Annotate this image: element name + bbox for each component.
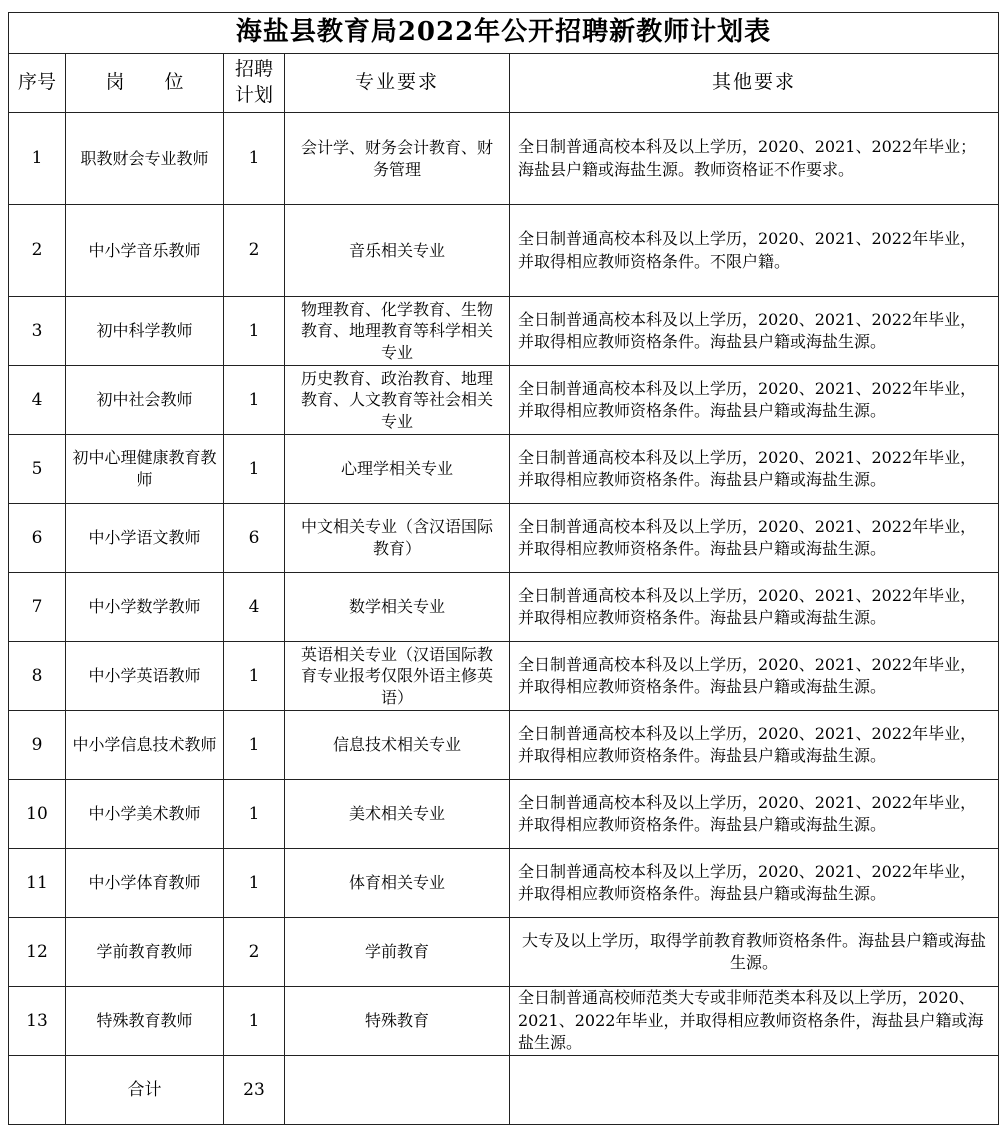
cell-major: 特殊教育 <box>285 987 510 1056</box>
cell-major: 音乐相关专业 <box>285 205 510 297</box>
table-title: 海盐县教育局2022年公开招聘新教师计划表 <box>9 13 999 54</box>
recruitment-plan-table <box>8 12 999 1125</box>
cell-other: 全日制普通高校本科及以上学历，2020、2021、2022年毕业，并取得相应教师资格条件。海盐县户籍或海盐生源。 <box>510 366 999 435</box>
cell-position: 中小学数学教师 <box>66 573 224 642</box>
table-row <box>9 987 999 1056</box>
cell-count: 1 <box>224 297 285 366</box>
table-row <box>9 366 999 435</box>
cell-major: 中文相关专业（含汉语国际教育） <box>285 504 510 573</box>
cell-position: 中小学体育教师 <box>66 849 224 918</box>
cell-position: 中小学信息技术教师 <box>66 711 224 780</box>
cell-seq: 7 <box>9 573 66 642</box>
cell-other: 全日制普通高校师范类大专或非师范类本科及以上学历，2020、2021、2022年毕业，并取得相应教师资格条件，海盐县户籍或海盐生源。 <box>510 987 999 1056</box>
cell-other: 全日制普通高校本科及以上学历，2020、2021、2022年毕业，并取得相应教师资格条件。海盐县户籍或海盐生源。 <box>510 504 999 573</box>
cell-other: 全日制普通高校本科及以上学历，2020、2021、2022年毕业，并取得相应教师资格条件。海盐县户籍或海盐生源。 <box>510 435 999 504</box>
cell-seq: 2 <box>9 205 66 297</box>
total-count: 23 <box>224 1056 285 1125</box>
header-position <box>66 54 224 113</box>
cell-seq: 11 <box>9 849 66 918</box>
cell-seq: 12 <box>9 918 66 987</box>
cell-other: 全日制普通高校本科及以上学历，2020、2021、2022年毕业，并取得相应教师资格条件。海盐县户籍或海盐生源。 <box>510 642 999 711</box>
cell-seq: 3 <box>9 297 66 366</box>
cell-count: 6 <box>224 504 285 573</box>
cell-other: 全日制普通高校本科及以上学历，2020、2021、2022年毕业，并取得相应教师资格条件。海盐县户籍或海盐生源。 <box>510 297 999 366</box>
table-row <box>9 711 999 780</box>
cell-major: 美术相关专业 <box>285 780 510 849</box>
cell-major: 学前教育 <box>285 918 510 987</box>
cell-other: 全日制普通高校本科及以上学历，2020、2021、2022年毕业，并取得相应教师资格条件。海盐县户籍或海盐生源。 <box>510 780 999 849</box>
cell-count: 1 <box>224 987 285 1056</box>
cell-seq: 8 <box>9 642 66 711</box>
cell-position: 中小学美术教师 <box>66 780 224 849</box>
cell-other: 大专及以上学历，取得学前教育教师资格条件。海盐县户籍或海盐生源。 <box>510 918 999 987</box>
table-row <box>9 205 999 297</box>
cell-position: 中小学英语教师 <box>66 642 224 711</box>
cell-position: 初中科学教师 <box>66 297 224 366</box>
header-count <box>224 54 285 113</box>
cell-count: 1 <box>224 711 285 780</box>
table-body <box>9 113 999 1056</box>
total-other-empty <box>510 1056 999 1125</box>
cell-position: 中小学音乐教师 <box>66 205 224 297</box>
total-row <box>9 1056 999 1125</box>
cell-position: 初中社会教师 <box>66 366 224 435</box>
header-row <box>9 54 999 113</box>
cell-count: 2 <box>224 918 285 987</box>
header-position-b: 位 <box>164 71 184 94</box>
table-row <box>9 780 999 849</box>
header-count-line1: 招聘 <box>234 58 273 81</box>
cell-count: 1 <box>224 849 285 918</box>
header-seq: 序号 <box>9 54 66 113</box>
table-row <box>9 435 999 504</box>
cell-other: 全日制普通高校本科及以上学历，2020、2021、2022年毕业；海盐县户籍或海盐生源。教师资格证不作要求。 <box>510 113 999 205</box>
cell-other: 全日制普通高校本科及以上学历，2020、2021、2022年毕业，并取得相应教师资格条件。不限户籍。 <box>510 205 999 297</box>
cell-other: 全日制普通高校本科及以上学历，2020、2021、2022年毕业，并取得相应教师资格条件。海盐县户籍或海盐生源。 <box>510 711 999 780</box>
header-position-a: 岗 <box>105 71 125 94</box>
table-row <box>9 642 999 711</box>
header-count-line2: 计划 <box>234 84 273 106</box>
total-seq-empty <box>9 1056 66 1125</box>
table-row <box>9 849 999 918</box>
cell-major: 会计学、财务会计教育、财务管理 <box>285 113 510 205</box>
cell-major: 数学相关专业 <box>285 573 510 642</box>
cell-count: 1 <box>224 642 285 711</box>
table-row <box>9 573 999 642</box>
cell-seq: 5 <box>9 435 66 504</box>
table-row <box>9 297 999 366</box>
cell-count: 1 <box>224 366 285 435</box>
cell-seq: 1 <box>9 113 66 205</box>
cell-major: 物理教育、化学教育、生物教育、地理教育等科学相关专业 <box>285 297 510 366</box>
cell-position: 特殊教育教师 <box>66 987 224 1056</box>
header-major: 专业要求 <box>285 54 510 113</box>
cell-position: 中小学语文教师 <box>66 504 224 573</box>
table-row <box>9 113 999 205</box>
cell-major: 历史教育、政治教育、地理教育、人文教育等社会相关专业 <box>285 366 510 435</box>
cell-count: 1 <box>224 113 285 205</box>
cell-major: 信息技术相关专业 <box>285 711 510 780</box>
cell-seq: 6 <box>9 504 66 573</box>
cell-position: 初中心理健康教育教师 <box>66 435 224 504</box>
cell-major: 体育相关专业 <box>285 849 510 918</box>
total-major-empty <box>285 1056 510 1125</box>
cell-major: 心理学相关专业 <box>285 435 510 504</box>
title-row <box>9 13 999 54</box>
cell-seq: 4 <box>9 366 66 435</box>
cell-major: 英语相关专业（汉语国际教育专业报考仅限外语主修英语） <box>285 642 510 711</box>
cell-count: 1 <box>224 435 285 504</box>
cell-count: 2 <box>224 205 285 297</box>
header-other: 其他要求 <box>510 54 999 113</box>
total-label: 合计 <box>66 1056 224 1125</box>
cell-count: 1 <box>224 780 285 849</box>
cell-seq: 9 <box>9 711 66 780</box>
cell-position: 职教财会专业教师 <box>66 113 224 205</box>
cell-seq: 13 <box>9 987 66 1056</box>
table-row <box>9 918 999 987</box>
cell-other: 全日制普通高校本科及以上学历，2020、2021、2022年毕业，并取得相应教师资格条件。海盐县户籍或海盐生源。 <box>510 849 999 918</box>
cell-position: 学前教育教师 <box>66 918 224 987</box>
cell-count: 4 <box>224 573 285 642</box>
cell-other: 全日制普通高校本科及以上学历，2020、2021、2022年毕业，并取得相应教师资格条件。海盐县户籍或海盐生源。 <box>510 573 999 642</box>
table-row <box>9 504 999 573</box>
cell-seq: 10 <box>9 780 66 849</box>
